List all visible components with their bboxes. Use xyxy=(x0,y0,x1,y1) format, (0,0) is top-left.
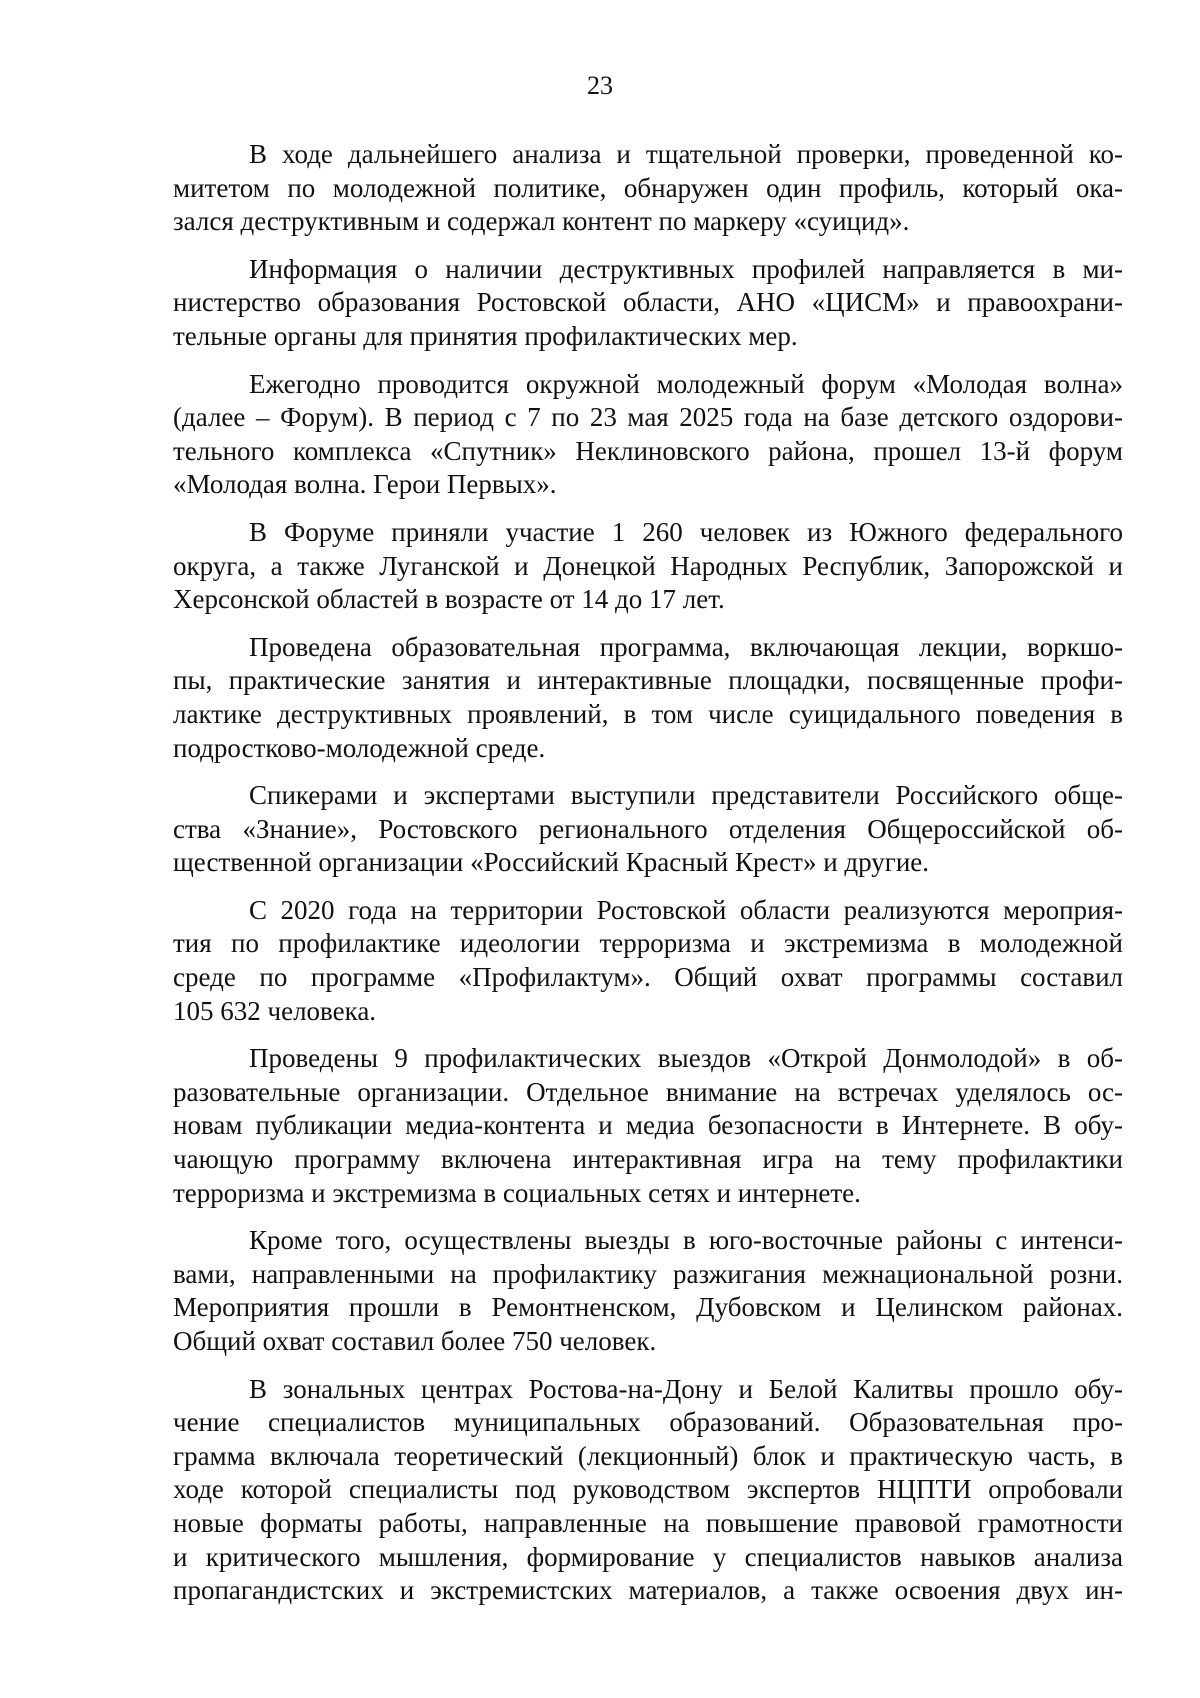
paragraph-line: Общий охват составил более 750 человек. xyxy=(173,1326,657,1356)
paragraph xyxy=(173,253,1123,354)
paragraph-line: новам публикации медиа-контента и медиа безопасности в Интернете. В обу- xyxy=(173,1110,1123,1141)
paragraph xyxy=(173,631,1123,765)
paragraph xyxy=(173,894,1123,1028)
paragraph-line: Проведены 9 профилактических выездов «Открой Донмолодой» в об- xyxy=(249,1043,1123,1074)
paragraph-line: новые форматы работы, направленные на повышение правовой грамотности xyxy=(173,1507,1123,1538)
paragraph xyxy=(173,779,1123,880)
paragraph-line: лактике деструктивных проявлений, в том числе суицидального поведения в xyxy=(173,698,1123,729)
paragraph-line: Спикерами и экспертами выступили представители Российского обще- xyxy=(249,780,1123,811)
paragraph-line: вами, направленными на профилактику разжигания межнациональной розни. xyxy=(173,1258,1123,1289)
paragraph-line: пропагандистских и экстремистских материалов, а также освоения двух ин- xyxy=(173,1575,1123,1606)
paragraph-line: Кроме того, осуществлены выезды в юго-восточные районы с интенси- xyxy=(249,1225,1123,1256)
page-number: 23 xyxy=(587,71,613,100)
document-body xyxy=(173,138,1123,1622)
paragraph-line: В ходе дальнейшего анализа и тщательной проверки, проведенной ко- xyxy=(249,139,1123,169)
paragraph-line: Ежегодно проводится окружной молодежный форум «Молодая волна» xyxy=(249,368,1123,399)
paragraph-line: Херсонской областей в возрасте от 14 до 17 лет. xyxy=(173,584,725,615)
paragraph-line: терроризма и экстремизма в социальных сетях и интернете. xyxy=(173,1177,861,1208)
paragraph-line: грамма включала теоретический (лекционный) блок и практическую часть, в xyxy=(173,1440,1123,1471)
paragraph-line: 105 632 человека. xyxy=(173,995,377,1026)
paragraph-line: В зональных центрах Ростова-на-Дону и Белой Калитвы прошло обу- xyxy=(249,1373,1123,1404)
paragraph xyxy=(173,138,1123,239)
paragraph-line: С 2020 года на территории Ростовской области реализуются мероприя- xyxy=(249,894,1123,925)
paragraph-line: ходе которой специалисты под руководством экспертов НЦПТИ опробовали xyxy=(173,1474,1123,1505)
paragraph-line: тельные органы для принятия профилактических мер. xyxy=(173,320,798,351)
paragraph-line: щественной организации «Российский Красный Крест» и другие. xyxy=(173,847,930,878)
paragraph-line: чение специалистов муниципальных образований. Образовательная про- xyxy=(173,1407,1123,1438)
paragraph xyxy=(173,1224,1123,1358)
paragraph-line: тельного комплекса «Спутник» Неклиновского района, прошел 13-й форум xyxy=(173,435,1123,466)
paragraph-line: подростково-молодежной среде. xyxy=(173,732,546,763)
paragraph-line: Информация о наличии деструктивных профилей направляется в ми- xyxy=(249,253,1123,284)
paragraph-line: и критического мышления, формирование у специалистов навыков анализа xyxy=(173,1541,1123,1572)
paragraph-line: разовательные организации. Отдельное внимание на встречах уделялось ос- xyxy=(173,1076,1123,1107)
paragraph-line: нистерство образования Ростовской области, АНО «ЦИСМ» и правоохрани- xyxy=(173,287,1123,318)
paragraph-line: Проведена образовательная программа, включающая лекции, воркшо- xyxy=(249,631,1123,662)
paragraph-line: Мероприятия прошли в Ремонтненском, Дубовском и Целинском районах. xyxy=(173,1292,1123,1323)
paragraph-line: пы, практические занятия и интерактивные площадки, посвященные профи- xyxy=(173,665,1123,696)
paragraph xyxy=(173,1373,1123,1608)
paragraph-line: зался деструктивным и содержал контент по маркеру «суицид». xyxy=(173,206,910,237)
paragraph xyxy=(173,368,1123,502)
paragraph xyxy=(173,1042,1123,1210)
paragraph-line: округа, а также Луганской и Донецкой Народных Республик, Запорожской и xyxy=(173,550,1123,581)
paragraph-line: «Молодая волна. Герои Первых». xyxy=(173,469,557,500)
paragraph-line: (далее – Форум). В период с 7 по 23 мая 2025 года на базе детского оздорови- xyxy=(173,402,1123,433)
paragraph xyxy=(173,516,1123,617)
paragraph-line: тия по профилактике идеологии терроризма и экстремизма в молодежной xyxy=(173,928,1123,959)
paragraph-line: среде по программе «Профилактум». Общий охват программы составил xyxy=(173,962,1123,993)
paragraph-line: В Форуме приняли участие 1 260 человек из Южного федерального xyxy=(249,516,1123,547)
paragraph-line: митетом по молодежной политике, обнаружен один профиль, который ока- xyxy=(173,172,1123,203)
paragraph-line: чающую программу включена интерактивная игра на тему профилактики xyxy=(173,1144,1123,1175)
paragraph-line: ства «Знание», Ростовского регионального отделения Общероссийской об- xyxy=(173,813,1123,844)
